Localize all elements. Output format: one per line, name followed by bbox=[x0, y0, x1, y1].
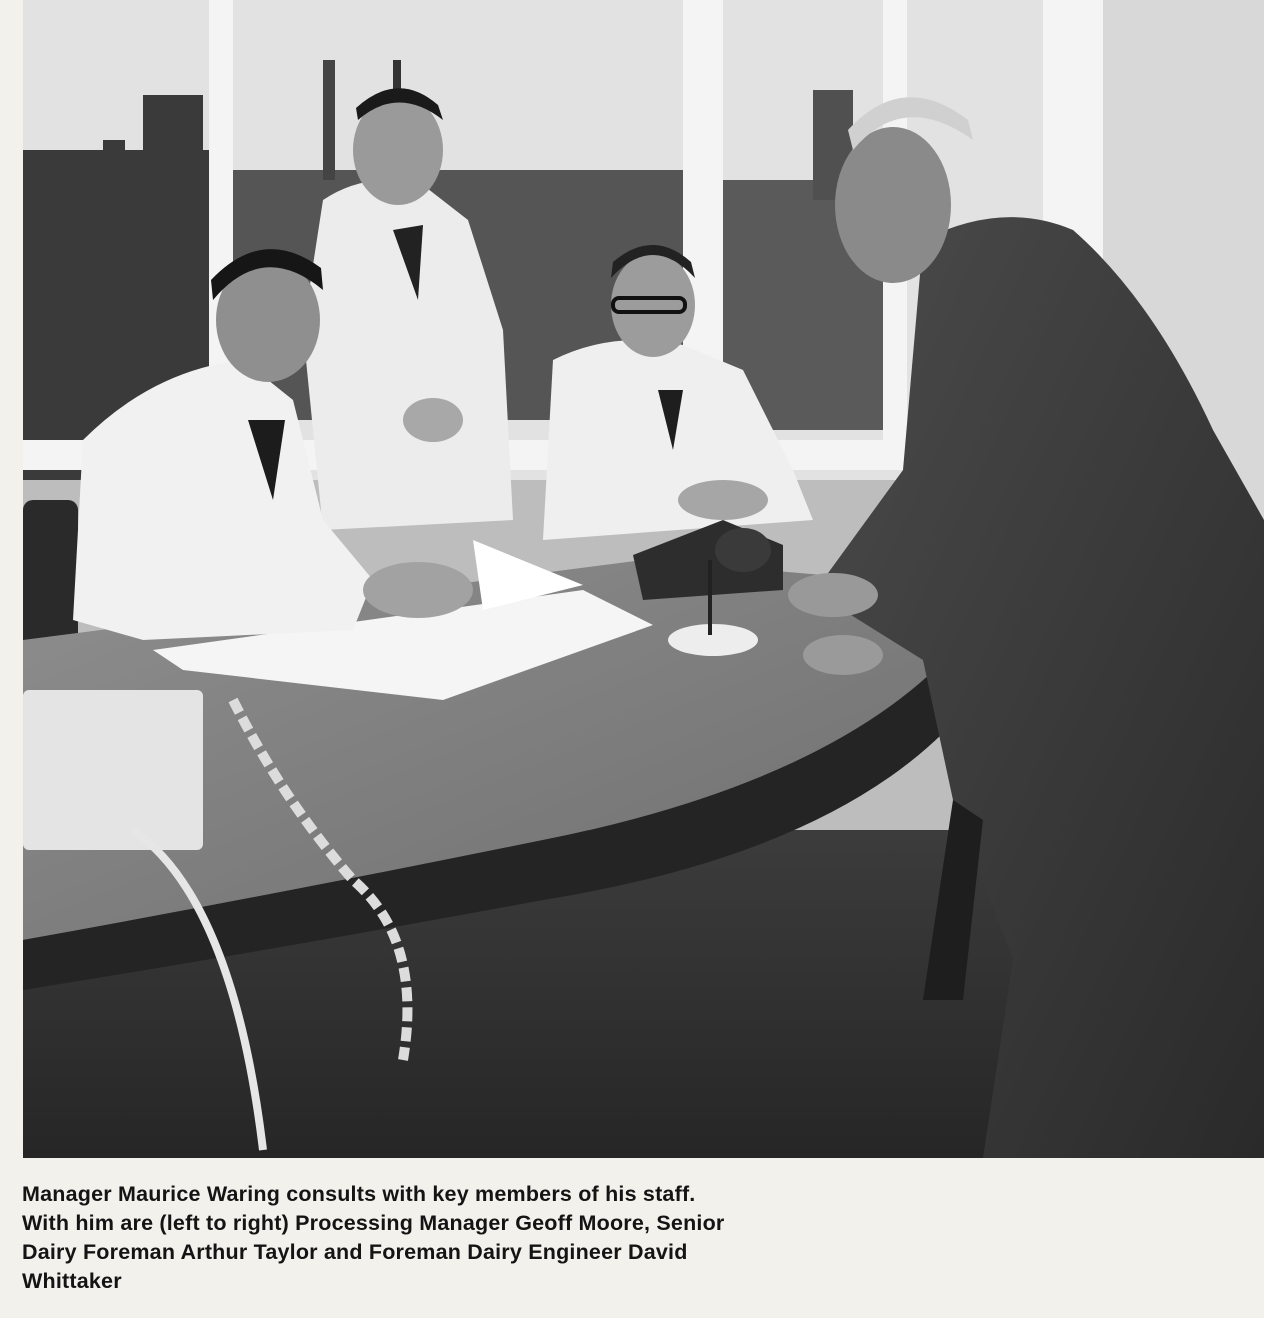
staff-meeting-photo bbox=[23, 0, 1264, 1158]
caption-line: Whittaker bbox=[22, 1269, 122, 1293]
photo-caption bbox=[22, 1180, 1042, 1296]
caption-line: Dairy Foreman Arthur Taylor and Foreman Dairy Engineer David bbox=[22, 1240, 688, 1264]
photo-illustration bbox=[23, 0, 1264, 1158]
white-telephone bbox=[23, 690, 203, 850]
caption-line: With him are (left to right) Processing Manager Geoff Moore, Senior bbox=[22, 1211, 725, 1235]
caption-line: Manager Maurice Waring consults with key members of his staff. bbox=[22, 1182, 696, 1206]
